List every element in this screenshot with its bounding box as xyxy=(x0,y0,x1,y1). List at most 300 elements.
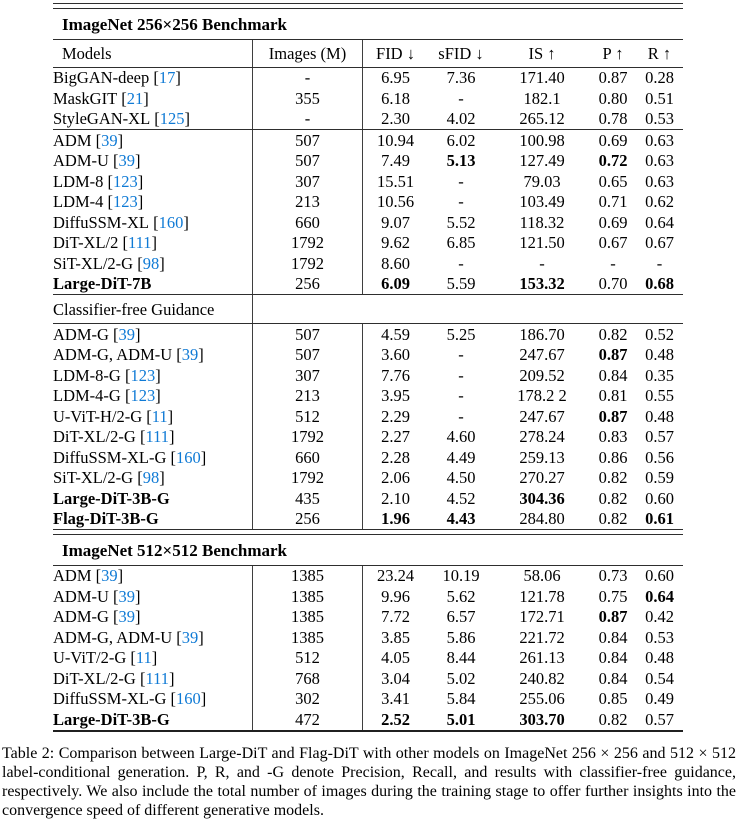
value-cell: 261.13 xyxy=(519,648,565,667)
value-cell: 1792 xyxy=(253,253,363,274)
citation-link[interactable]: 17 xyxy=(158,68,176,87)
value-cell: 103.49 xyxy=(519,192,565,211)
model-cell: SiT-XL/2-G [98] xyxy=(53,468,253,489)
value-cell: 0.69 xyxy=(598,212,628,232)
value-cell: 172.71 xyxy=(519,607,565,626)
citation-link[interactable]: 11 xyxy=(135,648,152,667)
value-cell: 2.30 xyxy=(381,109,410,128)
value-cell: 0.67 xyxy=(598,233,628,252)
model-cell: LDM-4 [123] xyxy=(53,192,253,213)
value-cell: 5.52 xyxy=(446,212,476,232)
citation-link[interactable]: 123 xyxy=(113,171,138,191)
model-name: DiffuSSM-XL-G xyxy=(53,689,167,708)
model-name: ADM-G xyxy=(53,324,109,344)
value-cell: 213 xyxy=(253,192,363,213)
model-name: SiT-XL/2-G xyxy=(53,253,134,273)
table-row xyxy=(53,566,683,587)
value-cell: 1385 xyxy=(253,586,363,607)
citation-link[interactable]: 111 xyxy=(128,233,152,252)
value-cell: 15.51 xyxy=(376,171,415,191)
value-cell: 6.85 xyxy=(446,233,476,252)
model-name: ADM-G, ADM-U xyxy=(53,345,173,364)
value-cell: 8.60 xyxy=(381,253,410,273)
citation-link[interactable]: 39 xyxy=(118,586,136,606)
value-cell: 127.49 xyxy=(519,151,565,170)
value-cell: 10.56 xyxy=(376,192,415,211)
value-cell: 0.81 xyxy=(598,386,628,405)
value-cell: 4.02 xyxy=(446,109,476,128)
table-row xyxy=(53,365,683,386)
model-cell: LDM-4-G [123] xyxy=(53,386,253,407)
model-name: MaskGIT xyxy=(53,88,118,108)
value-cell: - xyxy=(458,171,464,191)
model-cell: DiT-XL/2-G [111] xyxy=(53,427,253,448)
table-row xyxy=(53,689,683,710)
value-cell: 4.59 xyxy=(381,324,410,344)
value-cell: - xyxy=(458,345,464,364)
model-cell: ADM-G [39] xyxy=(53,607,253,628)
value-cell: 0.84 xyxy=(598,365,628,385)
value-cell: 9.62 xyxy=(381,233,410,252)
value-cell: 118.32 xyxy=(519,212,565,232)
value-cell: 2.10 xyxy=(381,488,410,508)
model-name: DiT-XL/2-G xyxy=(53,427,136,446)
column-header: P ↑ xyxy=(602,43,624,63)
value-cell: 0.42 xyxy=(645,607,674,626)
value-cell: 0.64 xyxy=(645,586,674,606)
citation-link[interactable]: 98 xyxy=(142,468,160,487)
citation-link[interactable]: 98 xyxy=(142,253,160,273)
value-cell: 0.52 xyxy=(645,324,674,344)
column-header-row xyxy=(53,40,683,67)
model-name: DiT-XL/2 xyxy=(53,233,119,252)
value-cell: - xyxy=(458,192,464,211)
value-cell: 0.49 xyxy=(645,689,674,708)
value-cell: 0.60 xyxy=(645,488,674,508)
value-cell: 307 xyxy=(253,365,363,386)
citation-link[interactable]: 123 xyxy=(130,386,156,405)
citation-link[interactable]: 39 xyxy=(101,566,118,585)
value-cell: 121.50 xyxy=(519,233,565,252)
model-name: U-ViT/2-G xyxy=(53,648,127,667)
value-cell: 58.06 xyxy=(523,566,561,585)
value-cell: 507 xyxy=(253,324,363,345)
value-cell: - xyxy=(458,365,464,385)
value-cell: 4.60 xyxy=(446,427,476,446)
value-cell: 0.73 xyxy=(598,566,628,585)
value-cell: 121.78 xyxy=(519,586,565,606)
value-cell: 247.67 xyxy=(519,345,565,364)
value-cell: - xyxy=(458,386,464,405)
value-cell: 5.86 xyxy=(446,627,476,647)
model-name: BigGAN-deep xyxy=(53,68,150,87)
value-cell: 0.62 xyxy=(645,192,674,211)
value-cell: 1385 xyxy=(253,607,363,628)
section-title: ImageNet 256×256 Benchmark xyxy=(62,14,287,34)
value-cell: 5.59 xyxy=(446,274,476,293)
value-cell: - xyxy=(610,253,616,273)
citation-link[interactable]: 21 xyxy=(126,88,144,108)
table-rule-thick xyxy=(53,730,683,732)
model-cell xyxy=(53,709,253,730)
subsection-label: Classifier-free Guidance xyxy=(53,295,253,323)
value-cell: 512 xyxy=(253,648,363,669)
value-cell: 7.36 xyxy=(446,68,476,87)
citation-link[interactable]: 39 xyxy=(181,627,199,647)
model-cell: DiffuSSM-XL [160] xyxy=(53,212,253,233)
value-cell: 304.36 xyxy=(519,488,565,508)
value-cell: 7.76 xyxy=(381,365,410,385)
model-cell: ADM-G [39] xyxy=(53,324,253,345)
value-cell: 213 xyxy=(253,386,363,407)
citation-link[interactable]: 123 xyxy=(113,192,138,211)
value-cell: 3.95 xyxy=(381,386,410,405)
value-cell: 1385 xyxy=(253,627,363,648)
citation-link[interactable]: 125 xyxy=(159,109,185,128)
model-name: LDM-8 xyxy=(53,171,104,191)
column-header: Images (M) xyxy=(253,40,363,67)
value-cell: 303.70 xyxy=(519,709,565,729)
value-cell: 2.29 xyxy=(381,406,410,426)
value-cell: - xyxy=(458,88,464,108)
value-cell: 0.87 xyxy=(598,607,628,626)
model-cell: ADM-G, ADM-U [39] xyxy=(53,627,253,648)
value-cell: 270.27 xyxy=(519,468,565,487)
empty-cell xyxy=(253,306,683,315)
table-row xyxy=(53,109,683,130)
value-cell: 6.02 xyxy=(446,130,476,150)
value-cell: - xyxy=(253,109,363,130)
citation-link[interactable]: 39 xyxy=(118,607,136,626)
value-cell: 0.70 xyxy=(598,274,628,293)
value-cell: 0.80 xyxy=(598,88,628,108)
model-cell xyxy=(53,488,253,509)
model-name: Large-DiT-3B-G xyxy=(53,709,170,729)
citation-link[interactable]: 111 xyxy=(145,427,169,446)
value-cell: 153.32 xyxy=(519,274,565,293)
table-row xyxy=(53,151,683,172)
value-cell: 0.54 xyxy=(645,668,674,688)
table-row xyxy=(53,68,683,89)
value-cell: 284.80 xyxy=(519,509,565,528)
value-cell: 1792 xyxy=(253,468,363,489)
value-cell: 182.1 xyxy=(523,88,561,108)
table-row xyxy=(53,212,683,233)
value-cell: 4.43 xyxy=(446,509,476,528)
benchmark-table xyxy=(53,3,683,732)
value-cell: 5.01 xyxy=(446,709,476,729)
value-cell: 0.68 xyxy=(645,274,674,293)
model-name: ADM-G, ADM-U xyxy=(53,627,173,647)
value-cell: 1385 xyxy=(253,566,363,587)
model-name: U-ViT-H/2-G xyxy=(53,406,143,426)
value-cell: 0.72 xyxy=(598,151,628,170)
value-cell: 9.96 xyxy=(381,586,410,606)
value-cell: 5.62 xyxy=(446,586,476,606)
model-cell: ADM-G, ADM-U [39] xyxy=(53,345,253,366)
value-cell: 0.63 xyxy=(645,130,674,150)
table-caption: Table 2: Comparison between Large-DiT and Flag-DiT with other models on ImageNet 256 × 256 and 512 × 512 label-conditional generation. P, R, and -G denote Precision, Recall, and results with classifier-free guidance, respectively. We also include the total number of images during the training stage to offer further insights into the convergence speed of different generative models. xyxy=(2,744,736,819)
value-cell: 3.41 xyxy=(381,689,410,708)
value-cell: 0.78 xyxy=(598,109,628,128)
value-cell: - xyxy=(539,253,545,273)
value-cell: 768 xyxy=(253,668,363,689)
value-cell: 0.51 xyxy=(645,88,674,108)
value-cell: 255.06 xyxy=(519,689,565,708)
value-cell: 7.72 xyxy=(381,607,410,626)
value-cell: 0.63 xyxy=(645,171,674,191)
table-row xyxy=(53,130,683,151)
citation-link[interactable]: 111 xyxy=(145,668,169,688)
model-cell: DiffuSSM-XL-G [160] xyxy=(53,689,253,710)
value-cell: 0.65 xyxy=(598,171,628,191)
value-cell: 0.87 xyxy=(598,345,628,364)
citation-link[interactable]: 160 xyxy=(176,689,201,708)
value-cell: 4.50 xyxy=(446,468,476,487)
subsection-label-row xyxy=(53,295,683,323)
model-name: DiffuSSM-XL-G xyxy=(53,447,167,467)
model-name: ADM xyxy=(53,130,92,150)
value-cell: 302 xyxy=(253,689,363,710)
column-header: FID ↓ xyxy=(376,43,415,63)
citation-link[interactable]: 160 xyxy=(158,212,184,232)
model-name: Flag-DiT-3B-G xyxy=(53,509,159,528)
value-cell: 10.19 xyxy=(442,566,480,585)
table-row xyxy=(53,607,683,628)
value-cell: 247.67 xyxy=(519,406,565,426)
table-row xyxy=(53,345,683,366)
table-row xyxy=(53,253,683,274)
value-cell: 256 xyxy=(253,274,363,295)
value-cell: 5.25 xyxy=(446,324,476,344)
table-row xyxy=(53,627,683,648)
model-name: Large-DiT-3B-G xyxy=(53,488,170,508)
model-cell: LDM-8-G [123] xyxy=(53,365,253,386)
model-name: LDM-8-G xyxy=(53,365,121,385)
value-cell: 660 xyxy=(253,212,363,233)
value-cell: 0.61 xyxy=(645,509,674,528)
model-cell: ADM-U [39] xyxy=(53,151,253,172)
value-cell: 0.56 xyxy=(645,447,674,467)
value-cell: 2.27 xyxy=(381,427,410,446)
table-row xyxy=(53,509,683,530)
citation-link[interactable]: 39 xyxy=(181,345,199,364)
model-cell: DiffuSSM-XL-G [160] xyxy=(53,447,253,468)
model-name: ADM-U xyxy=(53,586,109,606)
value-cell: 209.52 xyxy=(519,365,565,385)
value-cell: 2.28 xyxy=(381,447,410,467)
value-cell: 0.57 xyxy=(645,709,674,729)
value-cell: 3.85 xyxy=(381,627,410,647)
table-row xyxy=(53,447,683,468)
value-cell: 7.49 xyxy=(381,151,410,170)
value-cell: 1792 xyxy=(253,233,363,254)
value-cell: 0.67 xyxy=(645,233,674,252)
value-cell: 0.60 xyxy=(645,566,674,585)
value-cell: 4.05 xyxy=(381,648,410,667)
value-cell: 100.98 xyxy=(519,130,565,150)
value-cell: 256 xyxy=(253,509,363,530)
value-cell: 0.63 xyxy=(645,151,674,170)
value-cell: 0.64 xyxy=(645,212,674,232)
table-row xyxy=(53,427,683,448)
value-cell: 435 xyxy=(253,488,363,509)
value-cell: 0.87 xyxy=(598,406,628,426)
value-cell: 0.87 xyxy=(598,68,628,87)
model-cell: DiT-XL/2-G [111] xyxy=(53,668,253,689)
value-cell: 0.82 xyxy=(598,324,628,344)
value-cell: 0.28 xyxy=(645,68,674,87)
model-name: LDM-4 xyxy=(53,192,104,211)
table-row xyxy=(53,586,683,607)
table-row xyxy=(53,233,683,254)
value-cell: 0.84 xyxy=(598,668,628,688)
model-cell: BigGAN-deep [17] xyxy=(53,68,253,89)
table-row xyxy=(53,406,683,427)
table-row xyxy=(53,668,683,689)
value-cell: 0.35 xyxy=(645,365,674,385)
value-cell: 507 xyxy=(253,130,363,151)
citation-link[interactable]: 39 xyxy=(118,151,136,170)
value-cell: 0.85 xyxy=(598,689,628,708)
value-cell: 178.2 2 xyxy=(517,386,567,405)
value-cell: 5.02 xyxy=(446,668,476,688)
value-cell: 5.84 xyxy=(446,689,476,708)
table-row xyxy=(53,324,683,345)
value-cell: 0.53 xyxy=(645,627,674,647)
citation-link[interactable]: 160 xyxy=(176,447,201,467)
model-cell: ADM-U [39] xyxy=(53,586,253,607)
table-row xyxy=(53,88,683,109)
column-header: R ↑ xyxy=(647,43,672,63)
value-cell: 5.13 xyxy=(446,151,476,170)
value-cell: 0.71 xyxy=(598,192,628,211)
value-cell: 307 xyxy=(253,171,363,192)
model-name: ADM-U xyxy=(53,151,109,170)
value-cell: 355 xyxy=(253,88,363,109)
value-cell: - xyxy=(656,253,663,273)
model-name: SiT-XL/2-G xyxy=(53,468,134,487)
value-cell: 2.52 xyxy=(381,709,410,729)
value-cell: 0.82 xyxy=(598,468,628,487)
table-row xyxy=(53,648,683,669)
value-cell: 0.48 xyxy=(645,406,674,426)
table-row xyxy=(53,468,683,489)
value-cell: 6.95 xyxy=(381,68,410,87)
value-cell: 3.04 xyxy=(381,668,410,688)
model-cell: ADM [39] xyxy=(53,566,253,587)
model-name: ADM xyxy=(53,566,92,585)
value-cell: 4.52 xyxy=(446,488,476,508)
value-cell: 0.55 xyxy=(645,386,674,405)
value-cell: 221.72 xyxy=(519,627,565,647)
value-cell: 507 xyxy=(253,151,363,172)
model-name: StyleGAN-XL xyxy=(53,109,151,128)
value-cell: 23.24 xyxy=(376,566,415,585)
value-cell: 265.12 xyxy=(519,109,565,128)
value-cell: 660 xyxy=(253,447,363,468)
model-cell: DiT-XL/2 [111] xyxy=(53,233,253,254)
value-cell: - xyxy=(458,406,464,426)
model-cell: MaskGIT [21] xyxy=(53,88,253,109)
value-cell: 0.75 xyxy=(598,586,628,606)
model-cell: U-ViT-H/2-G [11] xyxy=(53,406,253,427)
value-cell: 2.06 xyxy=(381,468,410,487)
citation-link[interactable]: 11 xyxy=(151,406,168,426)
value-cell: 0.86 xyxy=(598,447,628,467)
model-name: Large-DiT-7B xyxy=(53,274,152,293)
value-cell: 0.84 xyxy=(598,648,628,667)
value-cell: 507 xyxy=(253,345,363,366)
model-cell: U-ViT/2-G [11] xyxy=(53,648,253,669)
model-cell: StyleGAN-XL [125] xyxy=(53,109,253,130)
value-cell: 0.82 xyxy=(598,509,628,528)
table-row xyxy=(53,171,683,192)
value-cell: 9.07 xyxy=(381,212,410,232)
model-cell xyxy=(53,509,253,530)
model-name: DiT-XL/2-G xyxy=(53,668,136,688)
value-cell: 0.69 xyxy=(598,130,628,150)
citation-link[interactable]: 123 xyxy=(130,365,156,385)
model-cell: LDM-8 [123] xyxy=(53,171,253,192)
value-cell: 472 xyxy=(253,709,363,730)
value-cell: 79.03 xyxy=(523,171,561,191)
value-cell: 0.84 xyxy=(598,627,628,647)
citation-link[interactable]: 39 xyxy=(101,130,118,150)
section-title: ImageNet 512×512 Benchmark xyxy=(62,540,287,560)
value-cell: 4.49 xyxy=(446,447,476,467)
value-cell: 0.48 xyxy=(645,345,674,364)
value-cell: 0.83 xyxy=(598,427,628,446)
value-cell: 0.82 xyxy=(598,709,628,729)
value-cell: 278.24 xyxy=(519,427,565,446)
model-cell: SiT-XL/2-G [98] xyxy=(53,253,253,274)
value-cell: 6.09 xyxy=(381,274,410,293)
value-cell: 1.96 xyxy=(381,509,410,528)
table-row xyxy=(53,709,683,730)
value-cell: 6.18 xyxy=(381,88,410,108)
value-cell: 0.82 xyxy=(598,488,628,508)
model-cell: ADM [39] xyxy=(53,130,253,151)
value-cell: 0.57 xyxy=(645,427,674,446)
value-cell: 0.48 xyxy=(645,648,674,667)
value-cell: - xyxy=(253,68,363,89)
model-cell xyxy=(53,274,253,295)
value-cell: 10.94 xyxy=(376,130,415,150)
column-header: Models xyxy=(53,40,253,67)
value-cell: 240.82 xyxy=(519,668,565,688)
value-cell: 171.40 xyxy=(519,68,565,87)
model-name: LDM-4-G xyxy=(53,386,121,405)
value-cell: - xyxy=(458,253,464,273)
value-cell: 8.44 xyxy=(446,648,476,667)
value-cell: 1792 xyxy=(253,427,363,448)
value-cell: 0.59 xyxy=(645,468,674,487)
table-row xyxy=(53,488,683,509)
table-row xyxy=(53,386,683,407)
value-cell: 512 xyxy=(253,406,363,427)
table-row xyxy=(53,192,683,213)
value-cell: 0.53 xyxy=(645,109,674,128)
model-name: DiffuSSM-XL xyxy=(53,212,149,232)
table-row xyxy=(53,274,683,295)
value-cell: 186.70 xyxy=(519,324,565,344)
value-cell: 259.13 xyxy=(519,447,565,467)
value-cell: 6.57 xyxy=(446,607,476,626)
column-header: IS ↑ xyxy=(528,43,556,63)
citation-link[interactable]: 39 xyxy=(118,324,136,344)
column-header: sFID ↓ xyxy=(438,43,484,63)
